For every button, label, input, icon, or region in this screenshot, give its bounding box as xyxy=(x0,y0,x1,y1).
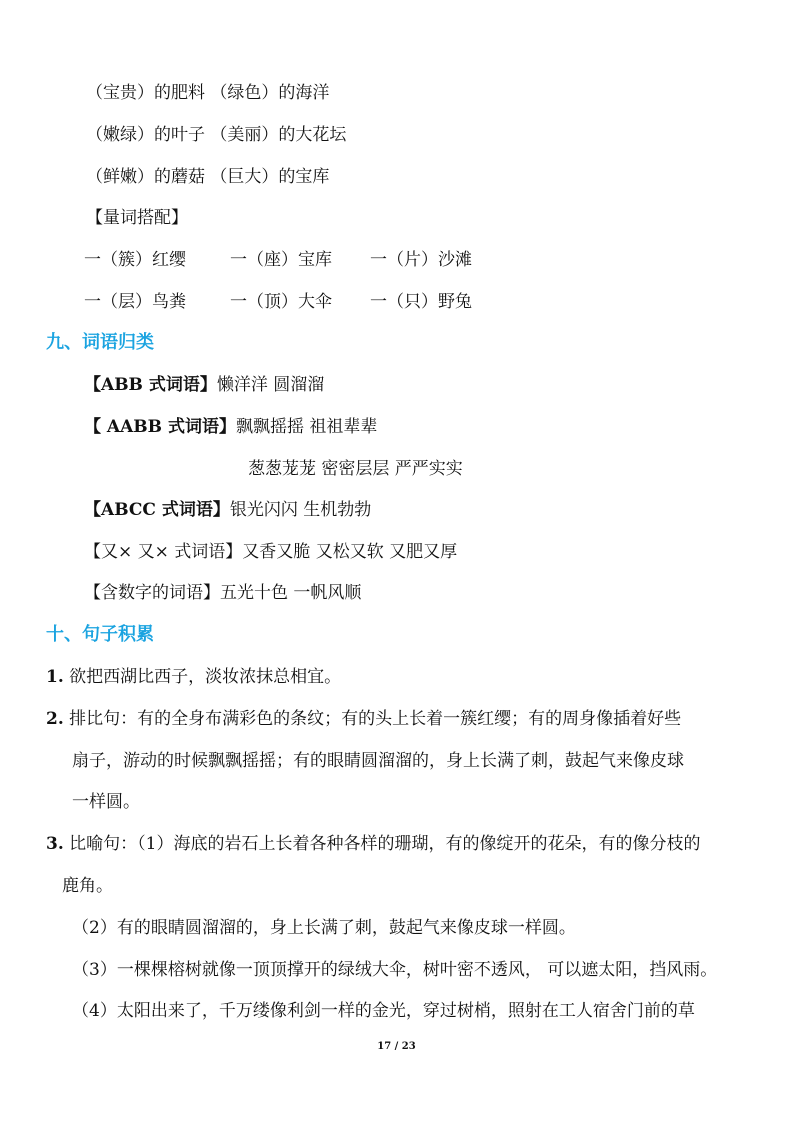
youyou-tag: 【又× 又× 式词语】 xyxy=(84,542,243,562)
number-words-tag: 【含数字的词语】 xyxy=(84,583,220,603)
sentence-text-continued: 扇子，游动的时候飘飘摇摇；有的眼睛圆溜溜的，身上长满了刺，鼓起气来像皮球 xyxy=(72,751,684,771)
sentence-text-continued: 一样圆。 xyxy=(72,792,140,812)
abcc-words-line xyxy=(84,498,371,522)
sentence-item-3 xyxy=(46,832,700,856)
sentence-item-1 xyxy=(46,665,341,689)
abcc-words: 银光闪闪 生机勃勃 xyxy=(229,500,372,520)
simile-sub-3: （3）一棵棵榕树就像一顶顶撑开的绿绒大伞，树叶密不透风， 可以遮太阳，挡风雨。 xyxy=(72,960,718,980)
sentence-item-2 xyxy=(46,707,681,731)
adjective-line-1: （宝贵）的肥料 （绿色）的海洋 xyxy=(86,83,330,103)
abb-tag: 【ABB 式词语】 xyxy=(84,375,217,395)
section-title-word-classification: 九、词语归类 xyxy=(46,332,154,353)
measure-word-item: 一（座）宝库 xyxy=(230,250,332,270)
simile-sub-2: （2）有的眼睛圆溜溜的，身上长满了刺，鼓起气来像皮球一样圆。 xyxy=(72,918,576,938)
simile-sub-4: （4）太阳出来了，千万缕像利剑一样的金光，穿过树梢，照射在工人宿舍门前的草 xyxy=(72,1001,695,1021)
measure-word-item: 一（片）沙滩 xyxy=(370,250,472,270)
measure-words-heading: 【量词搭配】 xyxy=(86,208,188,228)
sentence-text-continued: 鹿角。 xyxy=(62,876,113,896)
adjective-line-2: （嫩绿）的叶子 （美丽）的大花坛 xyxy=(86,125,347,145)
number-words: 五光十色 一帆风顺 xyxy=(220,583,362,603)
aabb-tag: 【 AABB 式词语】 xyxy=(84,417,236,437)
sentence-text: 欲把西湖比西子，淡妆浓抹总相宜。 xyxy=(69,667,342,687)
measure-word-item: 一（顶）大伞 xyxy=(230,292,332,312)
abcc-tag: 【ABCC 式词语】 xyxy=(84,500,230,520)
number-words-line xyxy=(84,581,361,605)
item-number: 2. xyxy=(46,709,64,729)
aabb-words-line xyxy=(84,415,377,439)
aabb-words-continued: 葱葱茏茏 密密层层 严严实实 xyxy=(248,459,463,479)
section-title-sentence-accumulation: 十、句子积累 xyxy=(46,624,154,645)
youyou-words-line xyxy=(84,540,457,564)
page-number: 17 / 23 xyxy=(377,1041,416,1052)
measure-word-item: 一（只）野兔 xyxy=(370,292,472,312)
measure-word-item: 一（簇）红缨 xyxy=(84,250,186,270)
abb-words-line xyxy=(84,373,324,397)
item-number: 3. xyxy=(46,834,64,854)
abb-words: 懒洋洋 圆溜溜 xyxy=(216,375,325,395)
adjective-line-3: （鲜嫩）的蘑菇 （巨大）的宝库 xyxy=(86,167,330,187)
aabb-words: 飘飘摇摇 祖祖辈辈 xyxy=(235,417,378,437)
sentence-text: 比喻句：（1）海底的岩石上长着各种各样的珊瑚，有的像绽开的花朵，有的像分枝的 xyxy=(69,834,701,854)
item-number: 1. xyxy=(46,667,64,687)
youyou-words: 又香又脆 又松又软 又肥又厚 xyxy=(242,542,458,562)
sentence-text: 排比句：有的全身布满彩色的条纹；有的头上长着一簇红缨；有的周身像插着好些 xyxy=(69,709,682,729)
measure-word-item: 一（层）鸟粪 xyxy=(84,292,186,312)
